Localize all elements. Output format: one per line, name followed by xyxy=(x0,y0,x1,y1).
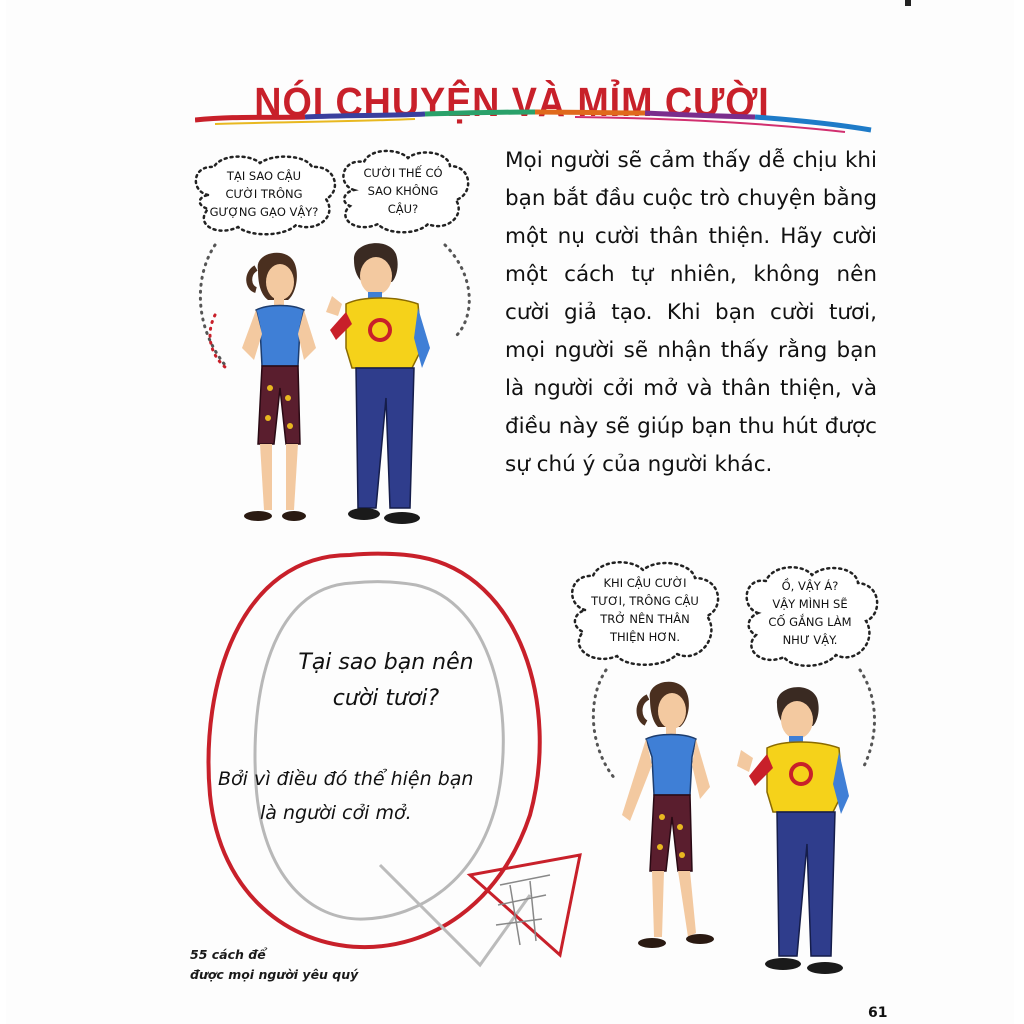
bubble-text: KHI CẬU CƯỜI TƯƠI, TRÔNG CẬU TRỞ NÊN THÂN THIỆN HƠN. xyxy=(591,576,699,644)
book-footer xyxy=(190,945,358,985)
body-paragraph: Mọi người sẽ cảm thấy dễ chịu khi bạn bắt đầu cuộc trò chuyện bằng một nụ cười thân thiện. Hãy cười một cách tự nhiên, không nên cười giả tạo. Khi bạn cười tươi, mọi người sẽ nhận thấy rằng bạn là người cởi mở và thân thiện, và điều này sẽ giúp bạn thu hút được sự chú ý của người khác. xyxy=(505,148,877,477)
qa-answer-line1: Bởi vì điều đó thể hiện bạn xyxy=(218,768,474,790)
speech-bubble-girl-top xyxy=(188,155,340,233)
title-color-rule xyxy=(195,100,875,140)
page-number: 61 xyxy=(868,1005,888,1021)
girl-illustration-bottom xyxy=(612,675,722,960)
speech-bubble-boy-top xyxy=(336,150,470,232)
boy-illustration-bottom xyxy=(735,680,855,980)
page-title: NÓI CHUYỆN VÀ MỈM CƯỜI xyxy=(254,79,770,126)
boy-illustration-top xyxy=(318,238,438,530)
girl-illustration-top xyxy=(228,248,328,528)
footer-line2: được mọi người yêu quý xyxy=(190,967,359,982)
speech-bubble-boy-bottom xyxy=(740,565,880,665)
qa-answer-line2: là người cởi mở. xyxy=(260,802,412,824)
speech-bubble-girl-bottom xyxy=(565,560,725,664)
bubble-text: TẠI SAO CẬU CƯỜI TRÔNG GƯỢNG GẠO VẬY? xyxy=(209,169,319,219)
page-edge-mark xyxy=(905,0,911,6)
bubble-text: CƯỜI THẾ CÓ SAO KHÔNG CẬU? xyxy=(363,166,443,216)
footer-line1: 55 cách để xyxy=(190,947,266,962)
qa-answer xyxy=(218,728,508,864)
bubble-text: Ồ, VẬY Á? VẬY MÌNH SẼ CỐ GẮNG LÀM NHƯ VẬY. xyxy=(768,579,852,647)
qa-question: Tại sao bạn nên cười tươi? xyxy=(298,650,474,711)
